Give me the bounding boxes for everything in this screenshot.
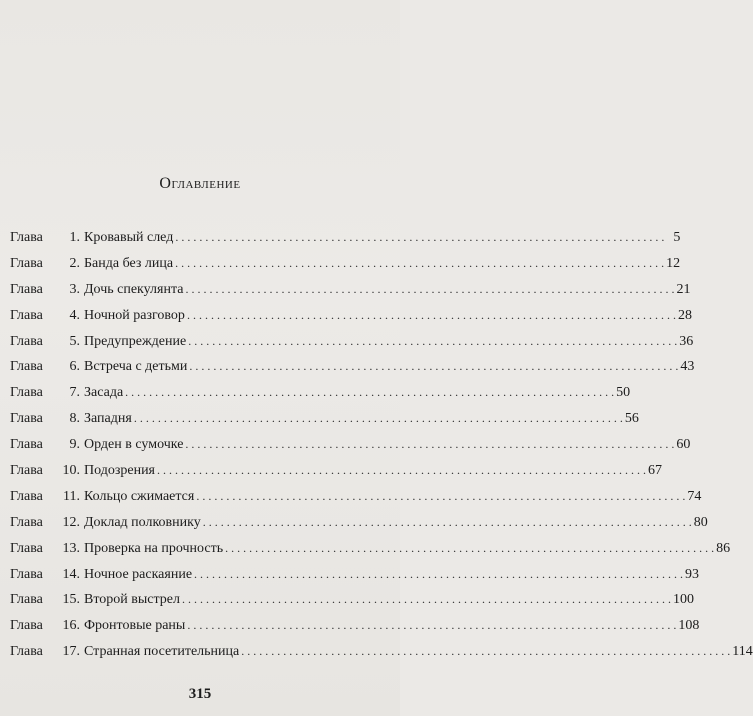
chapter-page: 67	[648, 463, 662, 479]
toc-entry	[10, 254, 681, 280]
chapter-page: 93	[685, 566, 700, 582]
chapter-number: 9.	[69, 437, 80, 453]
chapter-title: Ночной разговор	[84, 307, 185, 323]
chapter-number: 17.	[62, 644, 80, 660]
chapter-title: Встреча с детьми	[84, 359, 188, 375]
chapter-page: 80	[693, 514, 708, 530]
chapter-page: 108	[678, 618, 700, 634]
dot-leader	[157, 461, 646, 479]
dot-leader	[194, 565, 683, 583]
chapter-title: Предупреждение	[84, 333, 187, 349]
chapter-word: Глава	[10, 307, 43, 323]
chapter-title: Дочь спекулянта	[84, 281, 184, 297]
dot-leader	[241, 642, 730, 660]
chapter-number: 12.	[62, 514, 80, 530]
chapter-word: Глава	[10, 566, 43, 582]
chapter-title: Странная посетительница	[84, 644, 240, 660]
toc-entry	[10, 616, 700, 642]
chapter-word: Глава	[10, 437, 43, 453]
chapter-word: Глава	[10, 463, 43, 479]
chapter-word: Глава	[10, 333, 43, 349]
toc-entry	[10, 306, 692, 332]
chapter-title: Проверка на прочность	[84, 540, 224, 556]
dot-leader	[134, 409, 623, 427]
chapter-number: 8.	[69, 411, 80, 427]
chapter-title: Кольцо сжимается	[84, 488, 195, 504]
toc-entry	[10, 332, 694, 358]
toc-entry	[10, 435, 691, 461]
chapter-number: 15.	[62, 592, 80, 608]
chapter-page: 114	[732, 644, 753, 660]
chapter-title: Подозрения	[84, 463, 155, 479]
chapter-page: 12	[666, 255, 681, 271]
chapter-number: 5.	[69, 333, 80, 349]
chapter-number: 3.	[69, 281, 80, 297]
toc-entry	[10, 228, 681, 254]
dot-leader	[175, 228, 664, 246]
toc-entry	[10, 642, 753, 668]
chapter-page: 21	[676, 281, 691, 297]
dot-leader	[225, 539, 714, 557]
chapter-page: 56	[624, 411, 639, 427]
dot-leader	[188, 332, 677, 350]
chapter-page: 5	[673, 230, 681, 245]
chapter-title: Ночное раскаяние	[84, 566, 193, 582]
toc-entry	[10, 513, 708, 539]
dot-leader	[185, 435, 674, 453]
toc-entry	[10, 357, 695, 383]
chapter-title: Орден в сумочке	[84, 437, 184, 453]
chapter-number: 4.	[69, 307, 80, 323]
chapter-page: 60	[676, 437, 691, 453]
chapter-word: Глава	[10, 255, 43, 271]
chapter-number: 1.	[69, 230, 80, 245]
chapter-word: Глава	[10, 488, 43, 504]
dot-leader	[196, 487, 685, 505]
chapter-number: 13.	[62, 540, 80, 556]
chapter-number: 11.	[63, 488, 80, 504]
chapter-title: Фронтовые раны	[84, 618, 186, 634]
chapter-word: Глава	[10, 514, 43, 530]
toc-heading: Оглавление	[159, 175, 241, 192]
chapter-title: Западня	[84, 411, 132, 427]
dot-leader	[187, 306, 676, 324]
dot-leader	[189, 357, 678, 375]
page-number: 315	[188, 686, 212, 702]
chapter-number: 10.	[62, 463, 80, 479]
toc-entry	[10, 565, 700, 591]
chapter-number: 2.	[69, 255, 80, 271]
toc-entry	[10, 461, 662, 487]
chapter-number: 6.	[69, 359, 80, 375]
dot-leader	[203, 513, 692, 531]
chapter-title: Банда без лица	[84, 255, 174, 271]
dot-leader	[187, 616, 676, 634]
chapter-title: Кровавый след	[84, 230, 174, 245]
toc-entry	[10, 409, 639, 435]
chapter-title: Доклад полковнику	[84, 514, 201, 530]
chapter-title: Второй выстрел	[84, 592, 180, 608]
chapter-word: Глава	[10, 411, 43, 427]
chapter-page: 36	[679, 333, 694, 349]
chapter-page: 50	[616, 385, 631, 401]
chapter-title: Засада	[84, 385, 124, 401]
toc-entry	[10, 383, 631, 409]
chapter-word: Глава	[10, 385, 43, 401]
dot-leader	[175, 254, 664, 272]
toc-entry	[10, 487, 702, 513]
chapter-number: 14.	[62, 566, 80, 582]
dot-leader	[125, 383, 614, 401]
chapter-number: 7.	[69, 385, 80, 401]
chapter-word: Глава	[10, 644, 43, 660]
chapter-word: Глава	[10, 281, 43, 297]
chapter-word: Глава	[10, 618, 43, 634]
chapter-number: 16.	[62, 618, 80, 634]
toc-entry	[10, 539, 731, 565]
chapter-page: 28	[677, 307, 692, 323]
chapter-word: Глава	[10, 540, 43, 556]
chapter-page: 86	[716, 540, 731, 556]
dot-leader	[185, 280, 674, 298]
chapter-page: 74	[687, 488, 702, 504]
toc-list	[10, 228, 753, 668]
toc-entry	[10, 280, 691, 306]
chapter-page: 100	[672, 592, 694, 608]
chapter-word: Глава	[10, 359, 43, 375]
chapter-word: Глава	[10, 592, 43, 608]
toc-entry	[10, 590, 694, 616]
chapter-word: Глава	[10, 230, 43, 245]
dot-leader	[182, 590, 671, 608]
chapter-page: 43	[680, 359, 695, 375]
